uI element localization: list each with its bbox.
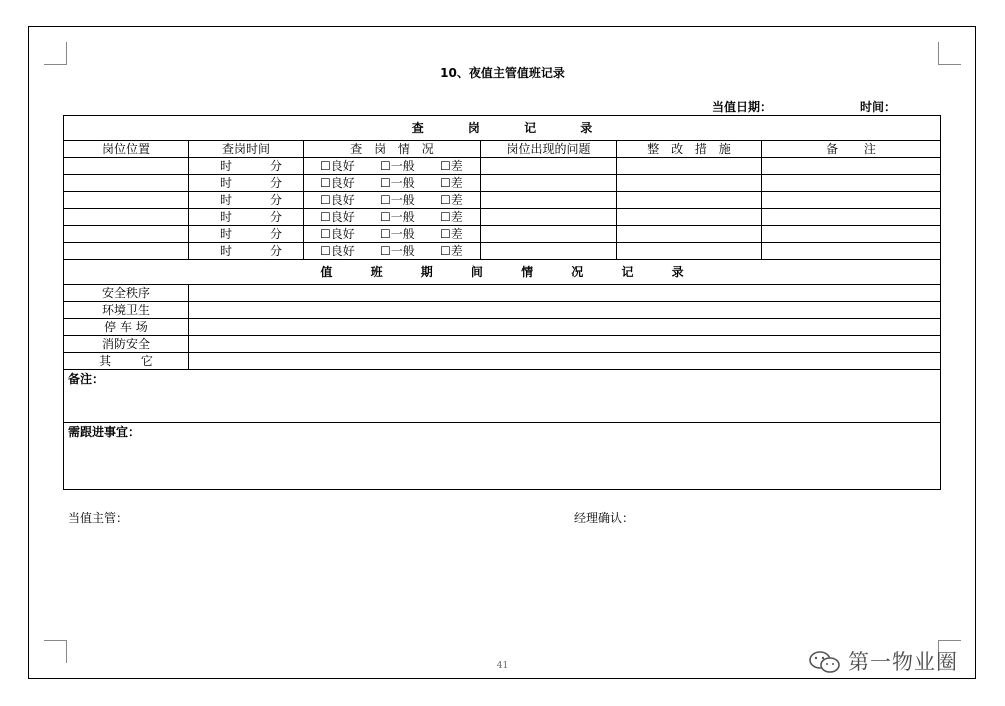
post-location-cell[interactable] bbox=[64, 175, 189, 192]
remarks-cell[interactable] bbox=[762, 192, 941, 209]
option-fair-checkbox[interactable]: ☐一般 bbox=[380, 210, 415, 224]
post-location-cell[interactable] bbox=[64, 158, 189, 175]
duty-record-form bbox=[63, 115, 941, 490]
document-title: 10、夜值主管值班记录 bbox=[440, 66, 565, 80]
page-number: 41 bbox=[496, 661, 509, 671]
option-poor-checkbox[interactable]: ☐差 bbox=[440, 176, 463, 190]
check-time-cell[interactable]: 时 分 bbox=[189, 175, 304, 192]
inspection-section-title: 查 岗 记 录 bbox=[64, 116, 941, 141]
table-row bbox=[64, 209, 941, 226]
option-good-checkbox[interactable]: ☐良好 bbox=[320, 244, 355, 258]
corrective-action-cell[interactable] bbox=[617, 209, 762, 226]
option-fair-checkbox[interactable]: ☐一般 bbox=[380, 159, 415, 173]
remarks-cell[interactable] bbox=[762, 209, 941, 226]
option-good-checkbox[interactable]: ☐良好 bbox=[320, 210, 355, 224]
option-poor-checkbox[interactable]: ☐差 bbox=[440, 227, 463, 241]
inspection-header-row bbox=[64, 141, 941, 158]
col-post-location: 岗位位置 bbox=[64, 141, 189, 158]
remarks-cell[interactable] bbox=[762, 158, 941, 175]
table-row bbox=[64, 226, 941, 243]
option-fair-checkbox[interactable]: ☐一般 bbox=[380, 227, 415, 241]
duty-item-label: 环境卫生 bbox=[64, 302, 189, 319]
post-location-cell[interactable] bbox=[64, 209, 189, 226]
option-fair-checkbox[interactable]: ☐一般 bbox=[380, 193, 415, 207]
duty-row-fire-safety bbox=[64, 336, 941, 353]
issues-cell[interactable] bbox=[481, 175, 617, 192]
duty-item-value[interactable] bbox=[189, 302, 941, 319]
check-time-cell[interactable]: 时 分 bbox=[189, 226, 304, 243]
remarks-cell[interactable] bbox=[762, 226, 941, 243]
check-status-cell bbox=[304, 243, 481, 260]
duty-item-label: 消防安全 bbox=[64, 336, 189, 353]
table-row bbox=[64, 243, 941, 260]
post-location-cell[interactable] bbox=[64, 192, 189, 209]
duty-section-title: 值 班 期 间 情 况 记 录 bbox=[64, 260, 941, 285]
issues-cell[interactable] bbox=[481, 158, 617, 175]
manager-confirm-label: 经理确认： bbox=[574, 511, 635, 525]
col-corrective-action: 整 改 措 施 bbox=[617, 141, 762, 158]
duty-row-security bbox=[64, 285, 941, 302]
duty-item-value[interactable] bbox=[189, 285, 941, 302]
option-good-checkbox[interactable]: ☐良好 bbox=[320, 193, 355, 207]
duty-item-label: 其 它 bbox=[64, 353, 189, 370]
check-status-cell bbox=[304, 226, 481, 243]
check-time-cell[interactable]: 时 分 bbox=[189, 192, 304, 209]
issues-cell[interactable] bbox=[481, 192, 617, 209]
option-good-checkbox[interactable]: ☐良好 bbox=[320, 176, 355, 190]
supervisor-signature-label: 当值主管： bbox=[68, 511, 129, 525]
remarks-cell[interactable] bbox=[762, 175, 941, 192]
option-poor-checkbox[interactable]: ☐差 bbox=[440, 210, 463, 224]
option-poor-checkbox[interactable]: ☐差 bbox=[440, 193, 463, 207]
duty-item-value[interactable] bbox=[189, 319, 941, 336]
issues-cell[interactable] bbox=[481, 226, 617, 243]
check-time-cell[interactable]: 时 分 bbox=[189, 158, 304, 175]
follow-up-label: 需跟进事宜： bbox=[68, 425, 141, 439]
duty-row-parking bbox=[64, 319, 941, 336]
duty-item-label: 停 车 场 bbox=[64, 319, 189, 336]
issues-cell[interactable] bbox=[481, 243, 617, 260]
notes-label: 备注： bbox=[68, 372, 105, 386]
crop-mark-top-left bbox=[44, 42, 67, 65]
col-check-status: 查 岗 情 况 bbox=[304, 141, 481, 158]
option-good-checkbox[interactable]: ☐良好 bbox=[320, 159, 355, 173]
wechat-icon bbox=[808, 650, 842, 674]
watermark-text: 第一物业圈 bbox=[848, 650, 958, 674]
option-poor-checkbox[interactable]: ☐差 bbox=[440, 244, 463, 258]
corrective-action-cell[interactable] bbox=[617, 158, 762, 175]
duty-row-other bbox=[64, 353, 941, 370]
duty-item-value[interactable] bbox=[189, 336, 941, 353]
check-time-cell[interactable]: 时 分 bbox=[189, 243, 304, 260]
corrective-action-cell[interactable] bbox=[617, 192, 762, 209]
col-remarks: 备 注 bbox=[762, 141, 941, 158]
check-time-cell[interactable]: 时 分 bbox=[189, 209, 304, 226]
table-row bbox=[64, 192, 941, 209]
corrective-action-cell[interactable] bbox=[617, 226, 762, 243]
check-status-cell bbox=[304, 209, 481, 226]
notes-field[interactable] bbox=[64, 370, 941, 423]
col-check-time: 查岗时间 bbox=[189, 141, 304, 158]
option-good-checkbox[interactable]: ☐良好 bbox=[320, 227, 355, 241]
time-label: 时间： bbox=[860, 100, 897, 114]
corrective-action-cell[interactable] bbox=[617, 175, 762, 192]
follow-up-field[interactable] bbox=[64, 423, 941, 490]
duty-date-label: 当值日期： bbox=[712, 100, 773, 114]
option-poor-checkbox[interactable]: ☐差 bbox=[440, 159, 463, 173]
issues-cell[interactable] bbox=[481, 209, 617, 226]
corrective-action-cell[interactable] bbox=[617, 243, 762, 260]
check-status-cell bbox=[304, 175, 481, 192]
check-status-cell bbox=[304, 192, 481, 209]
duty-row-sanitation bbox=[64, 302, 941, 319]
table-row bbox=[64, 158, 941, 175]
post-location-cell[interactable] bbox=[64, 243, 189, 260]
duty-item-value[interactable] bbox=[189, 353, 941, 370]
crop-mark-bottom-left bbox=[44, 640, 67, 663]
crop-mark-top-right bbox=[938, 42, 961, 65]
check-status-cell bbox=[304, 158, 481, 175]
remarks-cell[interactable] bbox=[762, 243, 941, 260]
duty-item-label: 安全秩序 bbox=[64, 285, 189, 302]
option-fair-checkbox[interactable]: ☐一般 bbox=[380, 244, 415, 258]
post-location-cell[interactable] bbox=[64, 226, 189, 243]
table-row bbox=[64, 175, 941, 192]
option-fair-checkbox[interactable]: ☐一般 bbox=[380, 176, 415, 190]
col-issues: 岗位出现的问题 bbox=[481, 141, 617, 158]
